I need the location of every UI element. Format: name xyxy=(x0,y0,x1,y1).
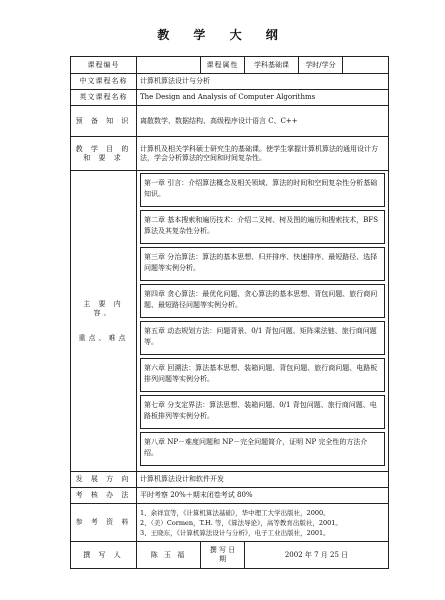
en-name-row xyxy=(71,90,389,106)
date-value: 2002 年 7 月 25 日 xyxy=(245,542,389,569)
references-list xyxy=(137,504,389,542)
chapter-list xyxy=(137,171,389,472)
goal-label xyxy=(71,137,137,171)
header-row xyxy=(71,57,389,74)
course-no-value xyxy=(137,57,201,74)
prereq-label: 预 备 知 识 xyxy=(71,106,137,137)
course-attr-value: 学科基础课 xyxy=(245,57,299,74)
reference-item: 2、（美）Cormen，T.H. 等，《算法导论》，高等教育出版社，2001。 xyxy=(140,518,342,527)
content-label xyxy=(71,171,137,472)
date-label-line-1: 撰 写 日 xyxy=(209,546,236,554)
author-label: 撰 写 人 xyxy=(71,542,137,569)
syllabus-table xyxy=(70,56,389,569)
signature-row xyxy=(71,542,389,569)
chapter-6: 第六章 回溯法：算法基本思想、装箱问题、背包问题、旅行商问题、电路板排列问题等实例分析。 xyxy=(140,358,385,392)
goal-value: 计算机及相关学科硕士研究生的基础课。使学生掌握计算机算法的通用设计方法，学会分析算法的空间和时间复杂性。 xyxy=(137,137,389,171)
author-value: 陈 玉 福 xyxy=(137,542,201,569)
prereq-row xyxy=(71,106,389,137)
course-attr-label: 课程属性 xyxy=(201,57,245,74)
chapter-7: 第七章 分支定界法：算法思想、装箱问题、0/1 背包问题、旅行商问题、电路板排列等实例分析。 xyxy=(140,395,385,429)
goal-label-line-2: 和 要 求 xyxy=(83,153,124,162)
content-label-line-1: 主 要 内 容、 xyxy=(83,299,124,317)
date-label-line-2: 期 xyxy=(219,555,226,563)
cn-name-value: 计算机算法设计与分析 xyxy=(137,74,389,90)
cn-name-row xyxy=(71,74,389,90)
references-row xyxy=(71,504,389,542)
hours-credits-value xyxy=(343,57,389,74)
date-label xyxy=(201,542,245,569)
page-title: 教 学 大 纲 xyxy=(157,28,288,42)
exam-label: 考 核 办 法 xyxy=(71,488,137,504)
direction-value: 计算机算法设计和软件开发 xyxy=(137,472,389,488)
exam-value: 平时考察 20%＋期末闭卷考试 80% xyxy=(137,488,389,504)
chapter-8: 第八章 NP－难度问题和 NP－完全问题简介，证明 NP 完全性的方法介绍。 xyxy=(140,432,385,466)
course-no-label: 课程编号 xyxy=(71,57,137,74)
en-name-value: The Design and Analysis of Computer Algorithms xyxy=(137,90,389,106)
cn-name-label: 中文课程名称 xyxy=(71,74,137,90)
content-label-line-2: 重点、难点 xyxy=(78,333,129,342)
references-label: 参 考 资 料 xyxy=(71,504,137,542)
chapter-3: 第三章 分治算法：算法的基本思想、归并排序、快速排序、最短路径、选择问题等实例分析。 xyxy=(140,247,385,281)
direction-row xyxy=(71,472,389,488)
chapter-2: 第二章 基本搜索和遍历技术：介绍二叉树、树及图的遍历和搜索技术，BFS 算法及其复杂性分析。 xyxy=(140,210,385,244)
direction-label: 发 展 方 向 xyxy=(71,472,137,488)
content-row xyxy=(71,171,389,472)
reference-item: 1、余祥宣等，《计算机算法基础》，华中理工大学出版社，2000。 xyxy=(140,508,330,517)
en-name-label: 英文课程名称 xyxy=(71,90,137,106)
prereq-value: 离散数学、数据结构、高级程序设计语言 C、C++ xyxy=(137,106,389,137)
chapter-4: 第四章 贪心算法：最优化问题、贪心算法的基本思想、背包问题、旅行商问题、最短路径问题等实例分析。 xyxy=(140,284,385,318)
reference-item: 3、王晓东，《计算机算法设计与分析》，电子工业出版社，2001。 xyxy=(140,528,330,537)
hours-credits-label: 学时/学分 xyxy=(299,57,343,74)
exam-row xyxy=(71,488,389,504)
chapter-5: 第五章 动态规划方法：问题背景、0/1 背包问题、矩阵乘法链、旅行商问题等。 xyxy=(140,321,385,355)
chapter-1: 第一章 引言：介绍算法概念及相关领域、算法的时间和空间复杂性分析基础知识。 xyxy=(140,173,385,207)
goal-label-line-1: 教 学 目 的 xyxy=(75,144,132,153)
goal-row xyxy=(71,137,389,171)
